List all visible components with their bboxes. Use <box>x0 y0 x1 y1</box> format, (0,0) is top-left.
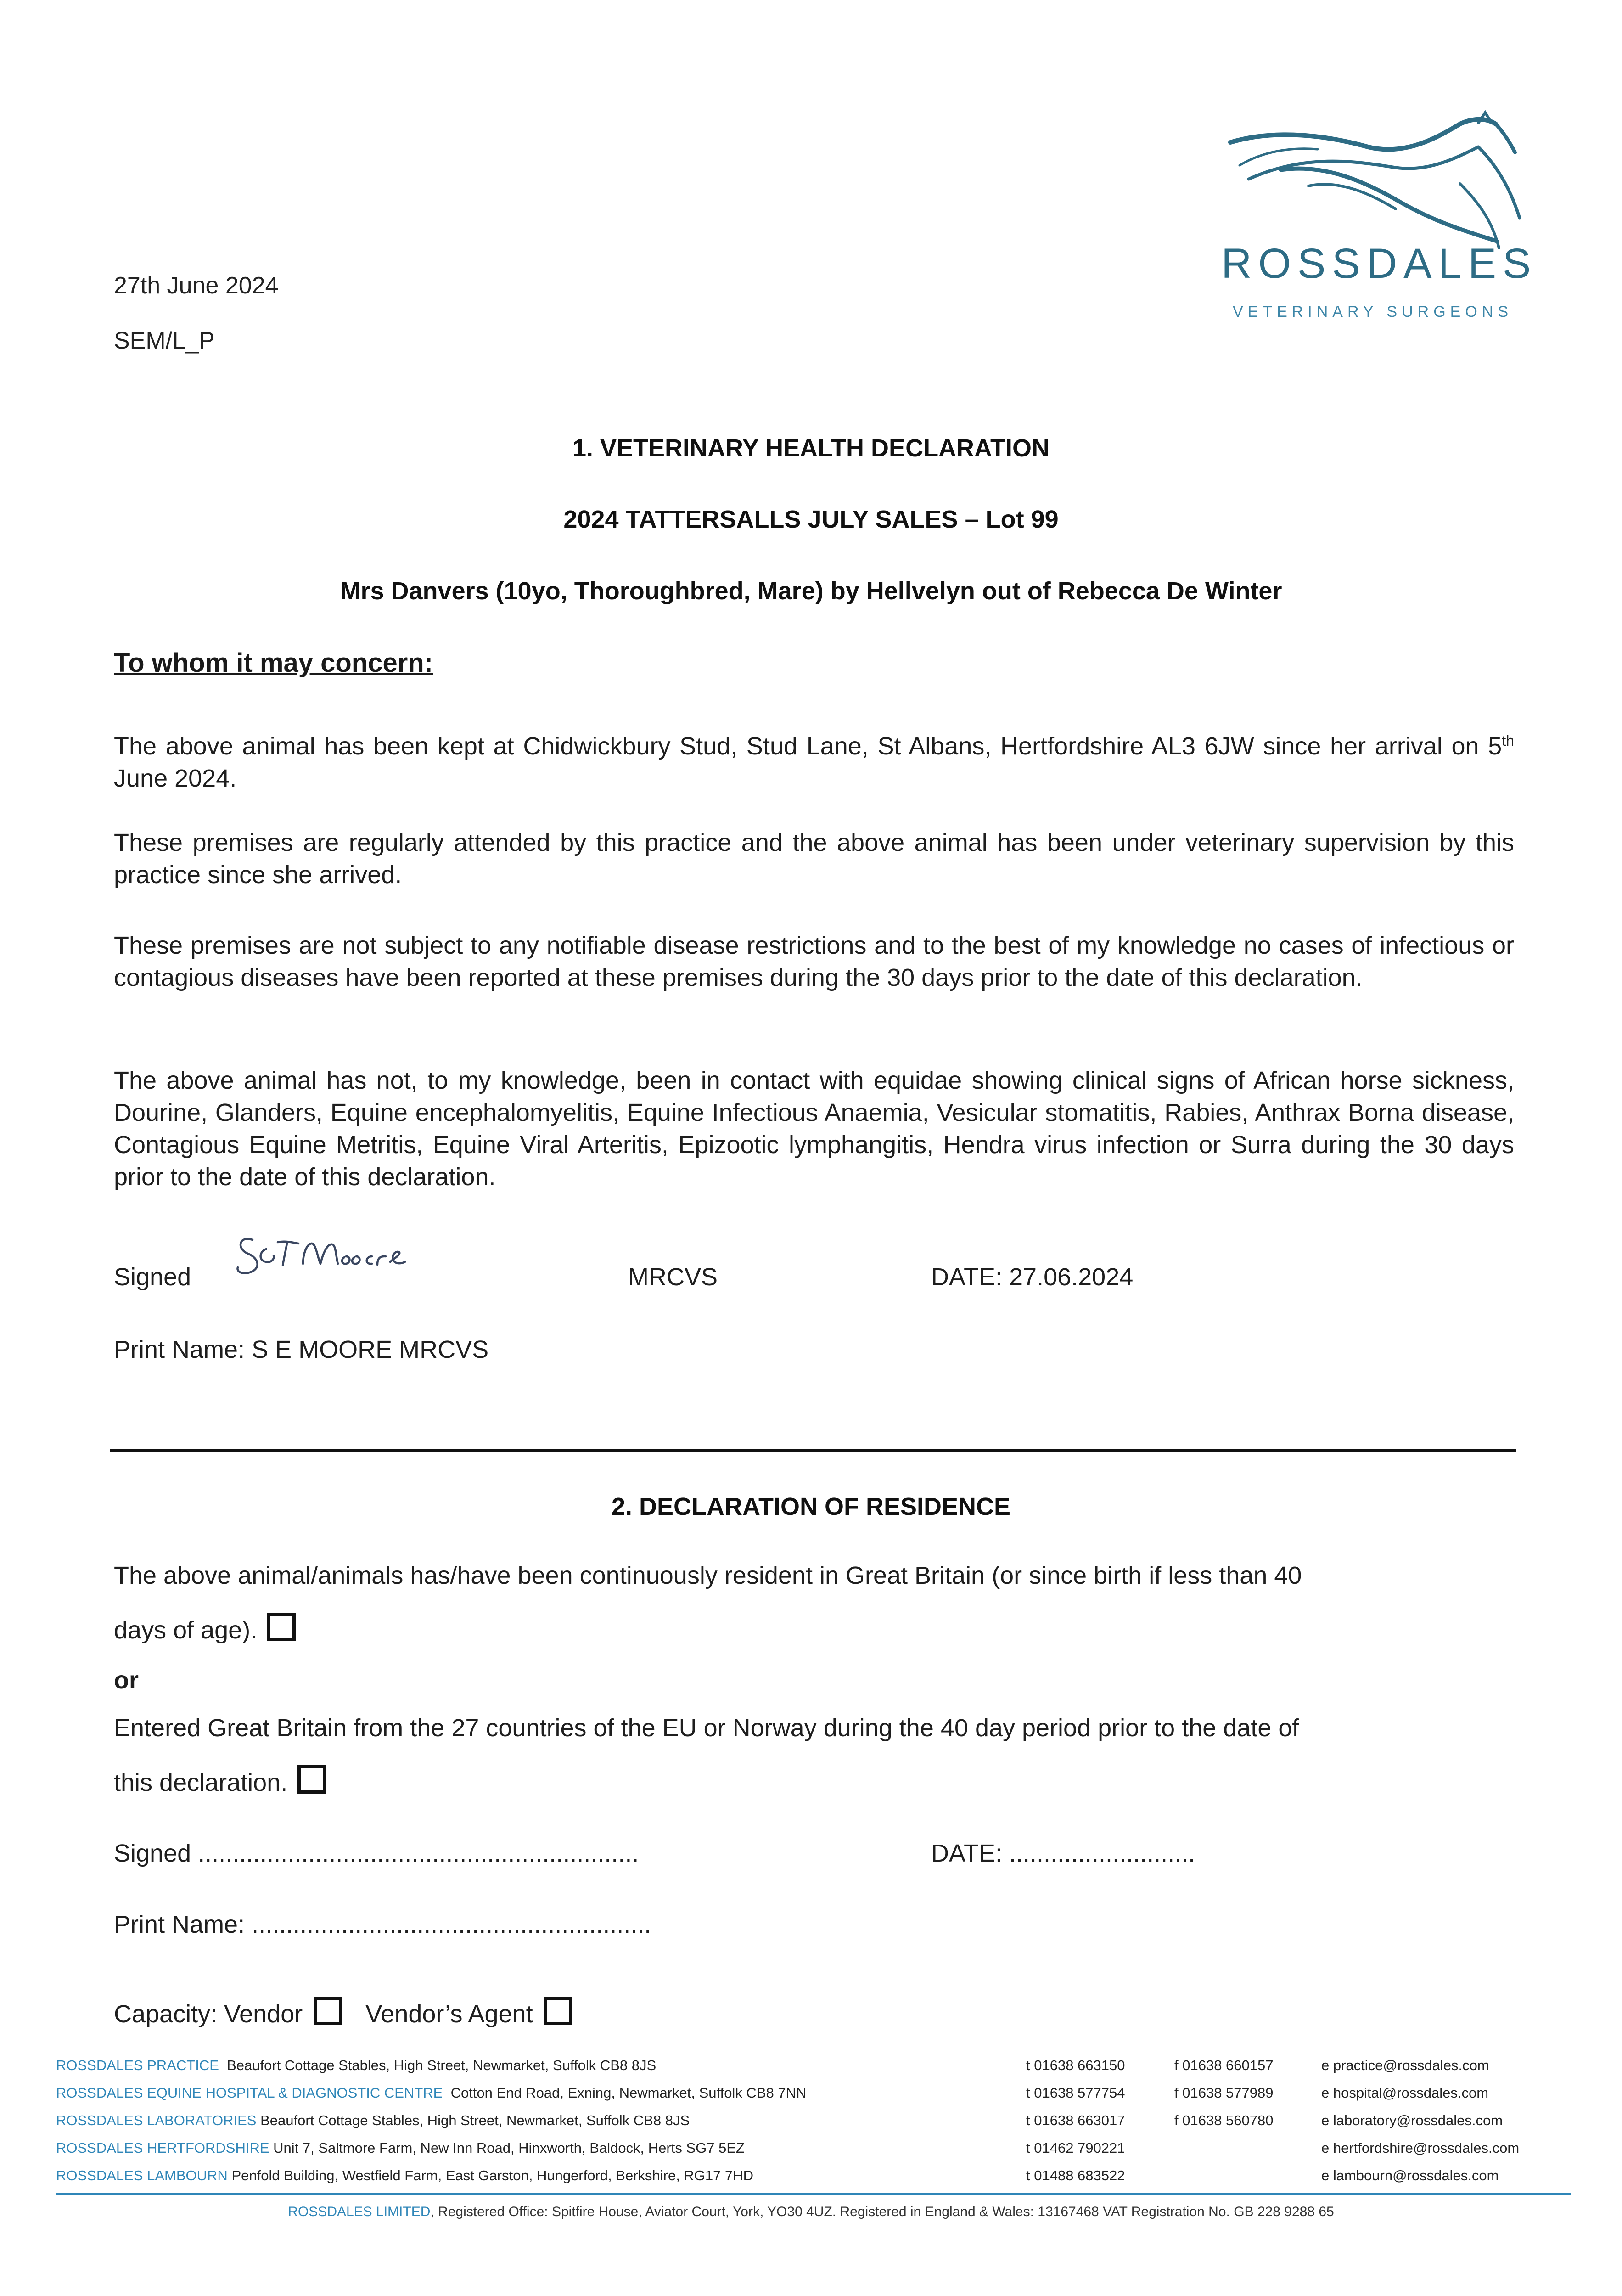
footer-branch-name: ROSSDALES LAMBOURN <box>56 2167 228 2183</box>
residence-option2 <box>114 1765 326 1797</box>
footer-address: Beaufort Cottage Stables, High Street, Newmarket, Suffolk CB8 8JS <box>260 2112 690 2128</box>
paragraph-premises <box>114 725 1514 794</box>
resident-checkbox[interactable] <box>267 1613 296 1641</box>
mrcvs-label: MRCVS <box>628 1263 718 1291</box>
paragraph-supervision: These premises are regularly attended by this practice and the above animal has been under veterinary supervision by this practice since she arrived. <box>114 829 1514 889</box>
section1-title: 1. VETERINARY HEALTH DECLARATION <box>572 434 1050 462</box>
footer-branch-name: ROSSDALES PRACTICE <box>56 2057 219 2073</box>
print-name: Print Name: S E MOORE MRCVS <box>114 1336 489 1363</box>
footer-row-practice <box>56 2057 656 2074</box>
capacity-label: Capacity: Vendor <box>114 2000 303 2028</box>
vendors-agent-checkbox[interactable] <box>544 1997 572 2025</box>
footer-fax: f 01638 660157 <box>1174 2057 1274 2073</box>
residence-option2-line2: this declaration. <box>114 1769 288 1796</box>
footer-address: Beaufort Cottage Stables, High Street, Newmarket, Suffolk CB8 8JS <box>227 2057 657 2073</box>
or-label: or <box>114 1666 139 1694</box>
footer-email[interactable]: e practice@rossdales.com <box>1321 2057 1489 2073</box>
capacity-row <box>114 1997 572 2028</box>
footer-email[interactable]: e laboratory@rossdales.com <box>1321 2112 1503 2128</box>
footer-row-laboratories <box>56 2112 690 2129</box>
document-date: 27th June 2024 <box>114 272 279 299</box>
residence-print-name-line[interactable]: Print Name: .......................................................... <box>114 1911 651 1938</box>
registered-office-text: , Registered Office: Spitfire House, Aviator Court, York, YO30 4UZ. Registered in England & Wales: 13167468 VAT Registration No. GB 228 9288 65 <box>430 2204 1334 2219</box>
footer-phone: t 01638 663017 <box>1026 2112 1125 2128</box>
signature <box>234 1231 445 1281</box>
footer-branch-name: ROSSDALES EQUINE HOSPITAL & DIAGNOSTIC CENTRE <box>56 2085 443 2101</box>
footer-email[interactable]: e hertfordshire@rossdales.com <box>1321 2140 1520 2156</box>
residence-date-line[interactable]: DATE: ........................... <box>931 1840 1195 1867</box>
footer-phone: t 01462 790221 <box>1026 2140 1125 2156</box>
signature-date: DATE: 27.06.2024 <box>931 1263 1134 1291</box>
footer-row-lambourn <box>56 2167 753 2184</box>
footer-row-hertfordshire <box>56 2140 745 2156</box>
logo-wordmark: ROSSDALES <box>1221 240 1538 287</box>
footer-address: Unit 7, Saltmore Farm, New Inn Road, Hinxworth, Baldock, Herts SG7 5EZ <box>273 2140 745 2156</box>
document-reference: SEM/L_P <box>114 327 215 354</box>
residence-option1-line1: The above animal/animals has/have been continuously resident in Great Britain (or since birth if less than 40 <box>114 1562 1302 1589</box>
residence-option1-line2: days of age). <box>114 1616 258 1644</box>
footer-branch-name: ROSSDALES HERTFORDSHIRE <box>56 2140 269 2156</box>
paragraph-contact: The above animal has not, to my knowledge, been in contact with equidae showing clinical signs of African horse sickness, Dourine, Glanders, Equine encephalomyelitis, Equine Infectious Anaemia, Vesicular stomatitis, Rabies, Anthrax Borna disease, Contagious Equine Metritis, Equine Viral Arteritis, Epizootic lymphangitis, Hendra virus infection or Surra during the 30 days prior to the date of this declaration. <box>114 1067 1514 1191</box>
signature-icon <box>234 1231 445 1281</box>
vendors-agent-label: Vendor’s Agent <box>365 2000 533 2028</box>
footer-phone: t 01638 663150 <box>1026 2057 1125 2073</box>
footer-email[interactable]: e lambourn@rossdales.com <box>1321 2167 1499 2183</box>
ordinal-suffix: th <box>1502 732 1514 749</box>
paragraph-disease-restrictions: These premises are not subject to any notifiable disease restrictions and to the best of my knowledge no cases of infectious or contagious diseases have been reported at these premises during the 30 days prior to the date of this declaration. <box>114 932 1514 991</box>
footer-phone: t 01488 683522 <box>1026 2167 1125 2183</box>
logo-tagline: VETERINARY SURGEONS <box>1232 303 1513 321</box>
signed-label: Signed <box>114 1263 191 1291</box>
footer-row-hospital <box>56 2085 806 2101</box>
paragraph-premises-end: June 2024. <box>114 765 237 792</box>
salutation: To whom it may concern: <box>114 648 433 678</box>
sale-title: 2024 TATTERSALLS JULY SALES – Lot 99 <box>563 506 1059 533</box>
registered-office <box>0 2204 1622 2220</box>
section-divider <box>110 1449 1516 1452</box>
residence-option1 <box>114 1613 296 1644</box>
entered-gb-checkbox[interactable] <box>297 1765 326 1794</box>
section2-title: 2. DECLARATION OF RESIDENCE <box>611 1493 1011 1520</box>
residence-option2-line1: Entered Great Britain from the 27 countries of the EU or Norway during the 40 day period prior to the date of <box>114 1714 1299 1742</box>
footer-branch-name: ROSSDALES LABORATORIES <box>56 2112 257 2128</box>
footer-fax: f 01638 560780 <box>1174 2112 1274 2128</box>
footer-fax: f 01638 577989 <box>1174 2085 1274 2101</box>
horse-description: Mrs Danvers (10yo, Thoroughbred, Mare) by Hellvelyn out of Rebecca De Winter <box>340 577 1282 605</box>
footer-divider <box>56 2193 1571 2195</box>
vendor-checkbox[interactable] <box>314 1997 342 2025</box>
footer-address: Cotton End Road, Exning, Newmarket, Suffolk CB8 7NN <box>450 2085 807 2101</box>
rossdales-logo <box>1221 110 1538 331</box>
residence-signed-line[interactable]: Signed ................................................................ <box>114 1840 639 1867</box>
footer-address: Penfold Building, Westfield Farm, East Garston, Hungerford, Berkshire, RG17 7HD <box>231 2167 754 2183</box>
horse-logo-icon <box>1221 110 1524 262</box>
paragraph-premises-text: The above animal has been kept at Chidwickbury Stud, Stud Lane, St Albans, Hertfordshire AL3 6JW since her arrival on 5 <box>114 732 1502 760</box>
footer-email[interactable]: e hospital@rossdales.com <box>1321 2085 1489 2101</box>
footer-phone: t 01638 577754 <box>1026 2085 1125 2101</box>
company-name: ROSSDALES LIMITED <box>288 2204 431 2219</box>
